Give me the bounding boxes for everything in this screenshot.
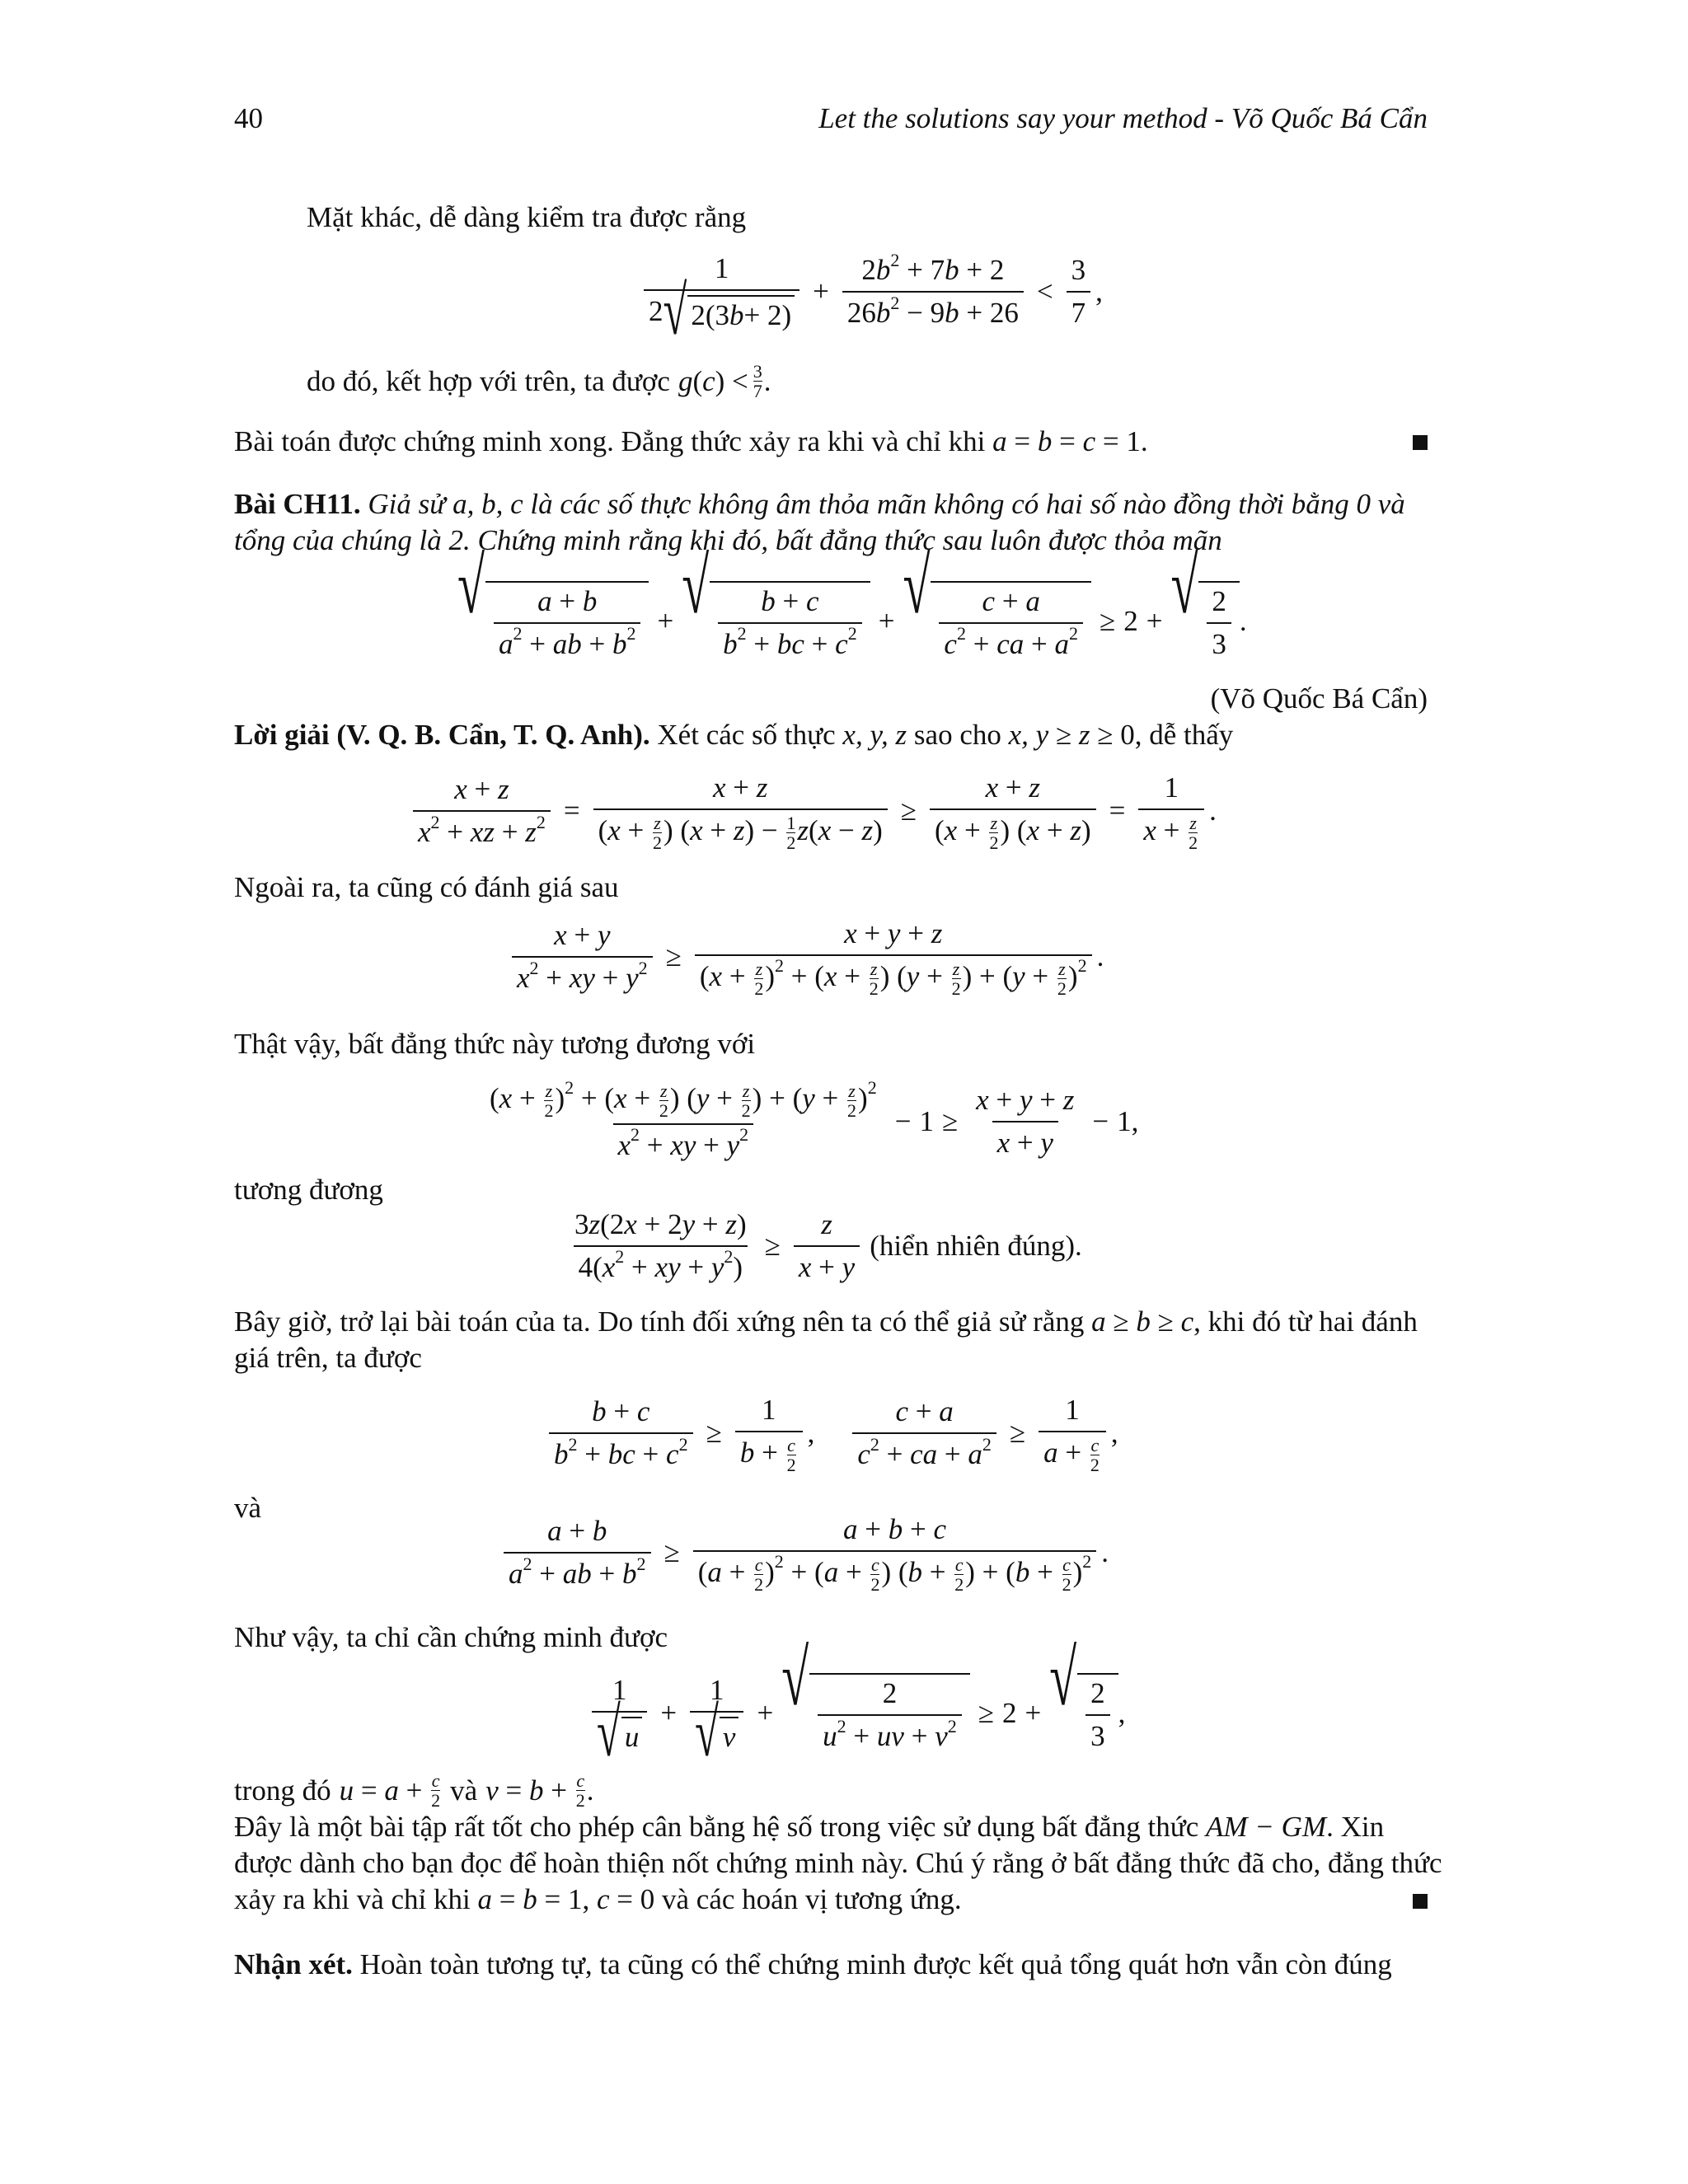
where-line: trong đó u = a + c 2 và v = b + c 2 . [234,1770,594,1811]
solution-label: Lời giải (V. Q. B. Cẩn, T. Q. Anh). [234,719,650,751]
obvious-text: (hiển nhiên đúng). [870,1230,1082,1262]
problem-author: (Võ Quốc Bá Cẩn) [1210,682,1428,715]
main-inequality: √ $\frac{a + b}{a^2 + ab + b^2}$ + √ $\frac{b + c}{b^2 + bc + c^2}$ + √ $\frac{c + a}{c^2 + ca + a^2}$ ≥ 2 + √ $\frac{2}{3}$ . [457,542,1247,660]
equation-2: $\frac{x + z}{x^2 + xz + z^2}$ = x + z (x + $\frac{z}{2}$ ) (x + z) − $\frac{1}{2}$ z(x − z) ≥ x + z (x + $\frac{z}{2}$ ) (x + z) = 1 x + $\frac{z}{2}$ . [408,771,1217,852]
equation-3: $\frac{x + y}{x^2 + xy + y^2}$ ≥ x + y + z (x + $\frac{z}{2}$ )$^2$ + (x + $\frac{z}{2}$ ) (y + $\frac{z}{2}$ ) + (y + $\frac{z}{2}$ )$^2$ . [507,916,1104,998]
exercise-text-b: . Xin được dành cho bạn đọc để hoàn thiện nốt chứng minh này. Chú ý rằng ở bất đẳng thức đã cho, đẳng thức xảy ra khi và chỉ khi [234,1811,1442,1915]
need-text: Như vậy, ta chỉ cần chứng minh được [234,1621,668,1653]
equation-7: $\frac{a + b}{a^2 + ab + b^2}$ ≥ a + b + c (a + $\frac{c}{2}$ )$^2$ + (a + $\frac{c}{2}$ ) (b + $\frac{c}{2}$ ) + (b + $\frac{c}{2}$ )$^2$ . [499,1512,1109,1594]
and-text: và [234,1492,262,1524]
remark [234,1947,1442,1983]
also-text: Ngoài ra, ta cũng có đánh giá sau [234,871,619,903]
exercise-text-c: và các hoán vị tương ứng. [662,1883,962,1915]
back-paragraph: Bây giờ, trở lại bài toán của ta. Do tính đối xứng nên ta có thể giả sử rằng a ≥ b ≥ c, khi đó từ hai đánh giá trên, ta được [234,1305,1418,1374]
solution-intro: Lời giải (V. Q. B. Cẩn, T. Q. Anh). Xét các số thực x, y, z sao cho x, y ≥ z ≥ 0, dễ thấy [234,719,1234,751]
solution-intro-text: Xét các số thực [657,719,836,751]
exercise-text: Đây là một bài tập rất tốt cho phép cân bằng hệ số trong việc sử dụng bất đẳng thức [234,1811,1199,1843]
amgm-text: AM − GM [1206,1811,1327,1843]
equation-6: $\frac{b + c}{b^2 + bc + c^2}$ ≥ 1 b + $\frac{c}{2}$ , $\frac{c + a}{c^2 + ca + a^2}$ ≥ 1 a + $\frac{c}{2}$ , [544,1393,1118,1474]
proof-end: Bài toán được chứng minh xong. Đẳng thức xảy ra khi và chỉ khi a = b = c = 1. [234,425,1148,457]
remark-text: Hoàn toàn tương tự, ta cũng có thể chứng minh được kết quả tổng quát hơn vẫn còn đúng [359,1948,1392,1980]
problem-text-b: là các số thực không âm thỏa mãn không có hai số nào đồng thời bằng 0 và tổng của chúng là 2. Chứng minh rằng khi đó, bất đẳng thức sau luôn được thỏa mãn [234,488,1405,556]
equation-4: (x + $\frac{z}{2}$ )$^2$ + (x + $\frac{z}{2}$ ) (y + $\frac{z}{2}$ ) + (y + $\frac{z}{2}$ )$^2$ $x^2$ + xy + $y^2$ − 1 ≥ $\frac{x + y + z}{x + y}$ − 1, [490,1077,1139,1161]
where-text: trong đó [234,1774,331,1807]
back-text-b: , khi đó từ hai đánh giá trên, ta được [234,1305,1418,1374]
where-and: và [450,1774,478,1807]
conclusion-text: do đó, kết hợp với trên, ta được [307,365,670,397]
solution-intro-text-c: , dễ thấy [1134,719,1234,751]
back-text: Bây giờ, trở lại bài toán của ta. Do tính đối xứng nên ta có thể giả sử rằng [234,1305,1085,1338]
qed-square-1 [1413,435,1428,450]
paragraph-intro: Mặt khác, dễ dàng kiểm tra được rằng [307,201,747,233]
equation-8: 1 √ u + 1 √ v + √ $\frac{2}{u^2 + uv + v^2}$ ≥ 2 + √ $\frac{2}{3}$ , [587,1673,1125,1755]
equiv-text: tương đương [234,1174,383,1206]
problem-statement: Bài CH11. Giả sử a, b, c là các số thực không âm thỏa mãn không có hai số nào đồng thời bằng 0 và tổng của chúng là 2. Chứng minh rằng khi đó, bất đẳng thức sau luôn được thỏa mãn [234,488,1405,556]
solution-intro-text-b: sao cho [913,719,1001,751]
problem-text-a: Giả sử [368,488,446,520]
paragraph-conclusion: do đó, kết hợp với trên, ta được g(c) < 3 7 . [307,361,771,401]
remark-label: Nhận xét. [234,1948,353,1980]
equation-1: 1 2 √ 2(3 b + 2) + $\frac{2b^2 + 7b + 2}{26b^2 - 9b + 26}$ < $\frac{3}{7}$ , [639,251,1103,333]
proof-end-text: Bài toán được chứng minh xong. Đẳng thức xảy ra khi và chỉ khi [234,425,986,457]
qed-square-2 [1413,1894,1428,1909]
running-title: Let the solutions say your method - Võ Quốc Bá Cẩn [818,102,1428,134]
problem-label: Bài CH11. [234,488,361,520]
page-number: 40 [234,102,263,134]
equation-5: $\frac{3z(2x + 2y + z)}{4(x^2 + xy + y^2)}$ ≥ $\frac{z}{x + y}$ (hiển nhiên đúng). [574,1208,1082,1283]
exercise-paragraph: Đây là một bài tập rất tốt cho phép cân bằng hệ số trong việc sử dụng bất đẳng thức AM − GM. Xin được dành cho bạn đọc để hoàn thiện nốt chứng minh này. Chú ý rằng ở bất đẳng thức đã cho, đẳng thức xảy ra khi và chỉ khi a = b = 1, c = 0 và các hoán vị tương ứng. [234,1811,1442,1915]
indeed-text: Thật vậy, bất đẳng thức này tương đương với [234,1028,756,1060]
